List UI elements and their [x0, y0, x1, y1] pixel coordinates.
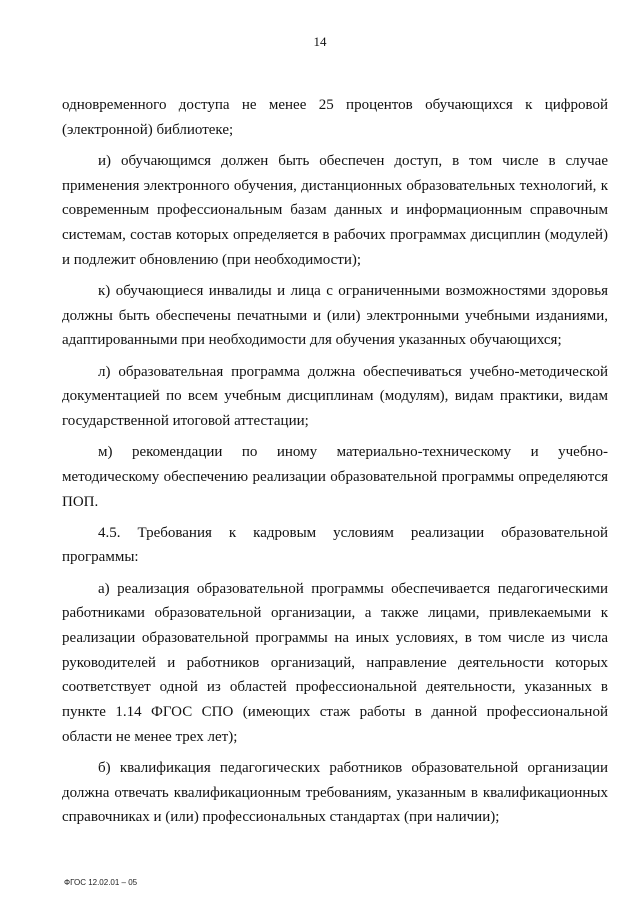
paragraph-item-i: и) обучающимся должен быть обеспечен доступ, в том числе в случае применения электронного обучения, дистанционных образовательных технологий, к современным профессиональным базам данных и информационным справочным системам, состав которых определяется в рабочих программах дисциплин (модулей) и подлежит обновлению (при необходимости);	[62, 152, 608, 268]
paragraph-item-k: к) обучающиеся инвалиды и лица с ограниченными возможностями здоровья должны быть обеспечены печатными и (или) электронными учебными изданиями, адаптированными при необходимости для обучения указанных обучающихся;	[62, 282, 608, 349]
page-number: 14	[313, 34, 327, 49]
paragraph-item-m: м) рекомендации по иному материально-техническому и учебно-методическому обеспечению реализации образовательной программы определяются ПОП.	[62, 444, 608, 510]
document-footer-code: ФГОС 12.02.01 – 05	[64, 878, 138, 887]
paragraph-item-b: б) квалификация педагогических работников образовательной организации должна отвечать квалификационным требованиям, указанным в квалификационных справочниках и (или) профессиональных стандартах (при наличии);	[62, 760, 608, 826]
paragraph-continuation: одновременного доступа не менее 25 процентов обучающихся к цифровой (электронной) библиотеке;	[62, 97, 608, 138]
section-heading-4-5: 4.5. Требования к кадровым условиям реализации образовательной программы:	[62, 524, 608, 566]
paragraph-item-a: а) реализация образовательной программы обеспечивается педагогическими работниками образовательной организации, а также лицами, привлекаемыми к реализации образовательной программы на иных условиях, в том числе из числа руководителей и работников организаций, направление деятельности которых соответствует одной из областей профессиональной деятельности, указанных в пункте 1.14 ФГОС СПО (имеющих стаж работы в данной профессиональной области не менее трех лет);	[62, 580, 608, 745]
document-body	[62, 93, 608, 837]
paragraph-item-l: л) образовательная программа должна обеспечиваться учебно-методической документацией по всем учебным дисциплинам (модулям), видам практики, видам государственной итоговой аттестации;	[62, 363, 608, 429]
